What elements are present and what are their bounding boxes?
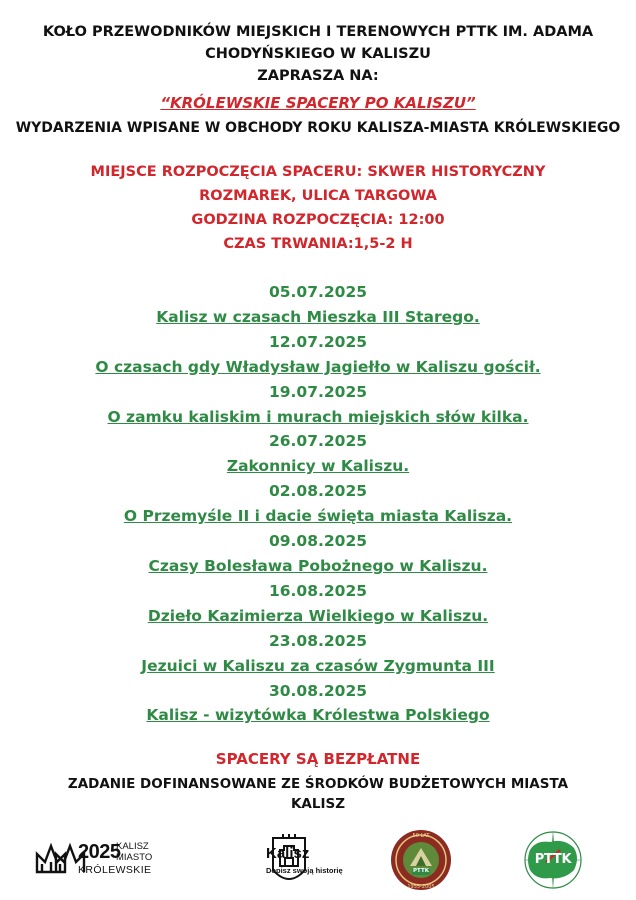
event-subtitle: WYDARZENIA WPISANE W OBCHODY ROKU KALISZA-MIASTA KRÓLEWSKIEGO [15,120,621,136]
city-logo [214,828,364,892]
schedule-date: 23.08.2025 [268,631,368,650]
schedule-walk-link[interactable]: Zakonnicy w Kaliszu. [226,457,410,476]
schedule-date: 30.08.2025 [268,681,368,700]
schedule-date: 09.08.2025 [268,532,368,551]
schedule-walk-link[interactable]: Dzieło Kazimierza Wielkiego w Kaliszu. [147,606,489,625]
header-line-1: KOŁO PRZEWODNIKÓW MIEJSKICH I TERENOWYCH PTTK IM. ADAMA [42,24,594,40]
schedule-date: 02.08.2025 [268,482,368,501]
schedule-date: 05.07.2025 [268,283,368,301]
header-line-2: CHODYŃSKIEGO W KALISZU [205,46,431,62]
schedule-walk-link[interactable]: Jezuici w Kaliszu za czasów Zygmunta III [141,656,495,675]
header-line-3: ZAPRASZA NA: [257,68,379,84]
royal-logo-year: 2025 [78,841,121,863]
funding-line-2: KALISZ [290,796,346,812]
royal-logo-kalisz: KALISZ [116,841,149,852]
city-logo-tagline: Dopisz swoją historię [266,866,343,875]
schedule-date: 16.08.2025 [268,581,368,600]
start-time: GODZINA ROZPOCZĘCIA: 12:00 [191,212,445,228]
svg-text:1955-2005: 1955-2005 [407,884,435,890]
event-title [0,93,636,112]
royal-city-logo [34,828,174,892]
schedule-walk-link[interactable]: O zamku kaliskim i murach miejskich słów kilka. [107,407,529,426]
logo-strip [0,828,636,892]
start-place-line-1: MIEJSCE ROZPOCZĘCIA SPACERU: SKWER HISTORYCZNY [90,164,546,180]
schedule-walk-link[interactable]: Kalisz - wizytówka Królestwa Polskiego [146,706,490,725]
funding-note [0,774,636,814]
schedule-walk-link[interactable]: Kalisz w czasach Mieszka III Starego. [156,307,480,326]
royal-logo-miasto: MIASTO [116,852,153,863]
funding-line-1: ZADANIE DOFINANSOWANE ZE ŚRODKÓW BUDŻETOWYCH MIASTA [67,776,569,792]
schedule-walk-link[interactable]: O czasach gdy Władysław Jagiełło w Kaliszu gościł. [95,357,541,376]
royal-logo-krolewskie: KRÓLEWSKIE [78,864,152,876]
club-seal-icon [388,828,454,892]
event-info [0,160,636,256]
city-logo-name: Kalisz [266,845,310,862]
free-note: SPACERY SĄ BEZPŁATNE [215,750,421,768]
schedule-date: 19.07.2025 [268,382,368,401]
start-place-line-2: ROZMAREK, ULICA TARGOWA [199,188,437,204]
duration: CZAS TRWANIA:1,5-2 H [223,236,413,252]
event-title-text: “KRÓLEWSKIE SPACERY PO KALISZU” [160,94,476,112]
svg-text:50 LAT: 50 LAT [412,833,430,839]
schedule-list [0,280,636,728]
schedule-date: 26.07.2025 [268,432,368,451]
schedule-walk-link[interactable]: O Przemyśle II i dacie święta miasta Kalisza. [123,507,513,526]
club-logo-text: PTTK [413,868,429,874]
schedule-walk-link[interactable]: Czasy Bolesława Pobożnego w Kaliszu. [148,556,488,575]
pttk-logo-text: PTTK [534,852,572,867]
header-organizer [0,21,636,87]
schedule-date: 12.07.2025 [268,332,368,351]
guides-club-logo [388,828,454,892]
pttk-logo [516,828,590,892]
